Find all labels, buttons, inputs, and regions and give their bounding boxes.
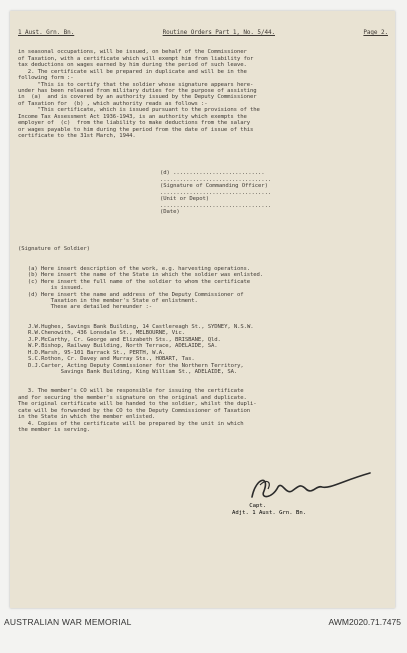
- closing-line: in the State in which the member enlisted.: [18, 414, 156, 421]
- form-field-line: (Signature of Commanding Officer): [160, 183, 268, 190]
- form-field-line: (Date): [160, 209, 180, 216]
- address-list: [18, 324, 388, 376]
- form-field-line: ..................................: [160, 202, 272, 209]
- form-field-line: (Unit or Depot): [160, 196, 210, 203]
- address-line: H.D.Marsh, 95-101 Barrack St., PERTH, W.A.: [28, 349, 166, 356]
- document-header: [18, 30, 388, 36]
- body-paragraphs: [18, 49, 388, 139]
- form-field-line: ..................................: [160, 176, 272, 183]
- soldier-signature-line: (Signature of Soldier): [18, 246, 90, 253]
- closing-line: the member is serving.: [18, 427, 90, 434]
- note-line: (c) Here insert the full name of the soldier to whom the certificate: [18, 278, 251, 285]
- body-line: 2. The certificate will be prepared in duplicate and will be in the: [18, 68, 247, 75]
- closing-paragraphs: [18, 388, 388, 433]
- form-field-line: (d) ............................: [160, 170, 265, 177]
- body-line: under has been released from military duties for the purpose of assisting: [18, 87, 257, 94]
- header-unit: 1 Aust. Grn. Bn.: [18, 28, 75, 36]
- body-line: of Taxation, with a certificate which will exempt him from liability for: [18, 55, 254, 62]
- address-line: J.W.Hughes, Savings Bank Building, 14 Castlereagh St., SYDNEY, N.S.W.: [28, 323, 254, 330]
- address-line: D.J.Carter, Acting Deputy Commissioner for the Northern Territory,: [28, 362, 244, 369]
- body-line: in seasonal occupations, will be issued, on behalf of the Commissioner: [18, 49, 247, 56]
- closing-line: 3. The member's CO will be responsible for issuing the certificate: [18, 388, 244, 395]
- body-line: in (a) and is covered by an authority issued by the Deputy Commissioner: [18, 94, 257, 101]
- closing-line: 4. Copies of the certificate will be prepared by the unit in which: [18, 420, 244, 427]
- note-line: These are detailed hereunder :-: [18, 304, 152, 311]
- footer-accession: AWM2020.71.7475: [328, 617, 401, 627]
- address-line: Savings Bank Building, King William St., ADELAIDE, SA.: [28, 369, 238, 376]
- body-line: employer of (c) from the liability to make deductions from the salary: [18, 120, 251, 127]
- body-line: of Taxation for (b) , which authority reads as follows :-: [18, 100, 208, 107]
- form-signature-block: [18, 170, 388, 215]
- note-line: (a) Here insert description of the work, e.g. harvesting operations.: [18, 265, 251, 272]
- footer-institution: AUSTRALIAN WAR MEMORIAL: [4, 617, 132, 627]
- body-line: "This is to certify that the soldier whose signature appears here-: [18, 81, 254, 88]
- signoff-title: Adjt. 1 Aust. Grn. Bn.: [232, 510, 307, 516]
- form-field-line: ..................................: [160, 189, 272, 196]
- address-line: W.P.Bishop, Railway Building, North Terrace, ADELAIDE, SA.: [28, 343, 218, 350]
- notes-list: [18, 266, 388, 311]
- body-line: certificate to the 31st March, 1944.: [18, 133, 136, 140]
- document-page: [10, 11, 395, 608]
- body-line: following form :-: [18, 75, 74, 82]
- address-line: R.W.Chenowith, 436 Lonsdale St., MELBOURNE, Vic.: [28, 330, 185, 337]
- address-line: J.P.McCarthy, Cr. George and Elizabeth Sts., BRISBANE, Qld.: [28, 336, 221, 343]
- closing-line: The original certificate will be handed to the soldier, whilst the dupli-: [18, 401, 257, 408]
- note-line: Taxation in the member's State of enlistment.: [18, 298, 198, 305]
- archive-footer: [0, 613, 407, 653]
- signoff-block: [232, 503, 306, 517]
- document-text: [18, 17, 388, 446]
- body-line: Income Tax Assessment Act 1936-1943, is an authority which exempts the: [18, 113, 247, 120]
- closing-line: cate will be forwarded by the CO to the Deputy Commissioner of Taxation: [18, 407, 251, 414]
- body-line: tax deductions on wages earned by him during the period of such leave.: [18, 62, 247, 69]
- note-line: is issued.: [18, 285, 84, 292]
- body-line: or wages payable to him during the period from the date of issue of this: [18, 126, 254, 133]
- header-page: Page 2.: [363, 28, 388, 36]
- header-orders: Routine Orders Part 1, No. 5/44.: [162, 28, 275, 36]
- note-line: (b) Here insert the name of the State in which the soldier was enlisted.: [18, 272, 264, 279]
- address-line: S.C.Rothon, Cr. Davey and Murray Sts., HOBART, Tas.: [28, 356, 195, 363]
- body-line: "This certificate, which is issued pursuant to the provisions of the: [18, 107, 260, 114]
- note-line: (d) Here insert the name and address of the Deputy Commissioner of: [18, 291, 244, 298]
- closing-line: and for securing the member's signature on the original and duplicate.: [18, 394, 247, 401]
- signoff-rank: Capt.: [249, 503, 267, 509]
